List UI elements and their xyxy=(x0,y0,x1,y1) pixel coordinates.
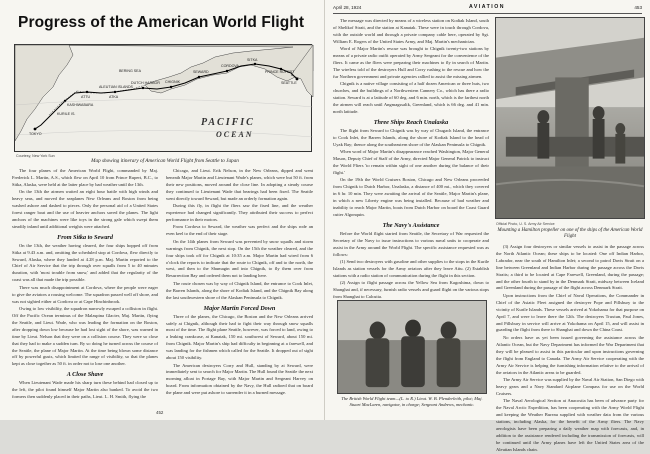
ocean-label: OCEAN xyxy=(216,130,254,139)
paragraph: Before the World flight started from Seattle, the Secretary of War requested the Secretary of the Navy to issue instructions to various naval units to cooperate and assist in the Army around the World Flight. The specific assistance requested was as follows: xyxy=(333,230,489,257)
map-graphic xyxy=(15,45,313,153)
paragraph: Owing to low visibility, the squadron narrowly escaped a collision in flight. Off the Pacific Ocean terminus of the Malaspina Glacier, Maj. Martin, flying the Seattle, and Lieut. Wade, who was leading the formation on the Boston, after dropping down low because he had lost sight of the shore, was warned in time by Lieut. Nelson that they were on a collision course. They were so close that they had to make a sudden turn. By so doing he turned across the course of the Seattle, the plane of Major Martin. At the time being blown some distance off by powerful gusts, which limited the range of visibility, so that the planes kept as close together as 50 ft. in order not to lose one another. xyxy=(12,306,158,367)
british-team-photo xyxy=(337,300,487,394)
map-place-label: KASHIWABARA xyxy=(67,103,94,107)
map-place-label: ATTU xyxy=(81,95,91,99)
left-page xyxy=(0,0,325,420)
paragraph: On the 13th, the weather having cleared, the four ships hopped off from Sitka at 9.43 a.m. and, omitting the scheduled stop at Cordova, flew directly to Seward, Alaska, where they landed at 4.28 p.m. Maj. Martin reported to the Chief of Air Service that the trip through over squalls from 5 to 40 minutes duration, with 'most trouble from snow,' and added that the regularity of the coast was all that made the trip possible. xyxy=(12,242,158,283)
map-place-label: DUTCH HARBOR xyxy=(131,81,160,85)
route-map xyxy=(14,44,312,152)
right-column-2 xyxy=(496,244,644,452)
paragraph: The flight from Seward to Chignik was by way of Chugach Island, the entrance to Cook Inlet, the Barren Islands, along the shore of Kodiak Island to the head of Uyak Bay; thence along the southeastern shore of the Alaskan Peninsula to Chignik. xyxy=(333,127,489,147)
photo-caption: The British World Flight team—(L. to R.) Lieut. W. B. Plenderleith, pilot; Maj. Stuart MacLaren, navigator, in charge; Sergeant Andrews, mechanic. xyxy=(341,396,483,407)
right-column-1 xyxy=(333,18,489,300)
paragraph: On the 13th the airmen waited an eight hour battle with high winds and heavy seas, and moved the seaplanes New Orleans and Boston from being washed ashore and dashed to pieces. Only the personal aid of a United States forest ranger boat and the use of heavier anchors saved the planes. The light anchors of the machines were like toys in the strong gale which swept them steadily inland until additional weights were attached. xyxy=(12,189,158,229)
paragraph: (2) Assign to flight passage across the Yellow Sea from Kagoshima, down to Shanghai and, if necessary, furnish radio vessels and guard flight on the various stops from Shanghai to Calcutta. xyxy=(333,280,489,300)
header-journal: AVIATION xyxy=(468,4,505,10)
map-place-label: ALEUTIAN ISLANDS xyxy=(99,85,133,89)
paragraph: Word of Major Martin's rescue was brought to Chignik twenty-two stations by means of a private radio outfit operated by Army Sergeant for the convenience of the fliers. It came as the fliers were preparing their machines to fly in search of Martin. The wireless told of the destroyers Hull and Corry rushing to the rescue and how the fur Northern government and private agencies rallied to assist the missing airmen. xyxy=(333,46,489,79)
map-place-label: BERING SEA xyxy=(119,69,141,73)
map-place-label: SITKA xyxy=(247,58,258,62)
subheading: Major Martin Forced Down xyxy=(203,304,276,312)
paragraph: During this fly, in flight the fliers saw the fixed line, and the weather experience had changed significantly. They attributed their success to perfect performance in their motors. xyxy=(166,203,313,222)
paragraph: From Cordova to Seward, the weather was perfect and the ships rode an even keel to the end of their stage. xyxy=(166,224,313,237)
right-page xyxy=(325,0,650,452)
paragraph: The Army Air Service was supplied by the Naval Air Station, San Diego with heavy gears and a Navy Standard Airplane Compass for use on the World Cruisers. xyxy=(496,377,644,396)
paragraph: (1) Send two destroyers with gasoline and other supplies to the stops in the Kurile Islands as station vessels for the Army aviators after they leave Attu. (2) Establish stations with a radio station of communication during the flight in this section. xyxy=(333,259,490,278)
map-credit: Courtesy, New York Sun xyxy=(16,154,55,158)
article-title: Progress of the American World Flight xyxy=(18,14,305,31)
paragraph: The message was directed by means of a wireless station on Kodiak Island, south of Shelikof Strait, and the station at Kanatak. These were in touch through Cordova, with the outside world and through a private company cable here, operated by Sgt. William E. Rogers of the United States Army, and Maj. Martin's mechanician. xyxy=(333,18,489,44)
subheading: From Sitka to Seward xyxy=(57,233,113,241)
paragraph: No orders have as yet been issued governing the assistance across the Atlantic Ocean, but the Navy Department has informed the War Department that they will be pleased to assist in this particular and upon instructions governing the flight from England to Canada. The Army Air Service cooperating with the Army Air Service is helping the furnishing information relative to the arrival of the aviators in the Atlantic areas to be guarded. xyxy=(496,334,644,375)
photo-caption: Mounting a Hamilton propeller on one of the ships of the American World Flight xyxy=(497,228,643,240)
map-place-label: ATKA xyxy=(109,95,119,99)
paragraph: Chignik is a native village consisting of a half dozen American or three huts, two churches, and the buildings of a Northwestern Cannery Co., which has there a radio station. Seward is at a latitude of 60 deg. and 6 min. north, which is the farthest north the airmen will reach until Angmagssalik, Greenland, which is 66 deg. and 41 min. north latitude. xyxy=(333,81,489,114)
subheading: The Navy's Assistance xyxy=(382,221,440,229)
paragraph: The American destroyers Corry and Hull, standing by at Seward, were immediately sent to search for Major Martin. The Hull found the Seattle the next morning afloat in Portage Bay, with Major Martin and Sergeant Harvey on board. From information obtained by the Navy, the Hull radioed that on board the plane and were put ashore to surrender it in a burned message. xyxy=(166,362,313,396)
map-place-label: CORDOVA xyxy=(221,64,239,68)
paragraph: When word of Major Martin's disappearance reached Washington, Major General Mason, Deputy Chief of Staff of the Army, directed Major General Patrick to instruct the World Fliers 'to remain within sight of one another during the balance of their flight.' xyxy=(333,149,489,175)
paragraph: The four planes of the American World Flight, commanded by Maj. Frederick L. Martin, A.S., which flew on April 10 from Prince Rupert, B.C., to Sitka, Alaska, were held at the latter place by bad weather until the 13th. xyxy=(12,168,158,187)
page-number: 452 xyxy=(156,410,164,415)
header-date: April 28, 1924 xyxy=(333,5,362,10)
british-team-photo-graphic xyxy=(338,301,486,393)
paragraph: When Lieutenant Wade made his sharp turn these behind had closed up to the left, the pilot found himself Major Martin also banked. To avoid the two formers then suddenly placed in their paths, Lieut. L. H. Smith, flying the xyxy=(12,380,158,400)
paragraph: The route chosen was by way of Chignik Island, the entrance to Cook Inlet, the Barren Islands, along the shore of Kodiak Island, and the Chignik Bay along the last southwestern shore of the Alaskan Peninsula to Chignik. xyxy=(166,280,313,300)
subheading: A Close Shave xyxy=(66,371,104,379)
running-header xyxy=(325,2,650,12)
ocean-label: PACIFIC xyxy=(201,117,255,128)
paragraph: The Naval Aerological Section at Anacostia has been of advance party for the Naval Arctic Expedition, has been cooperating with the Army World Flight and keeping the Weather Bureau supplied with weather data from the various stations, including Alaska, for the benefit of the Army fliers. The Navy aerologists have been preparing a daily weather map with forecasts, and, in addition to the assistance rendered including the transmission of forecasts, will be continued until the Army planes have left the United States area of the Aleutian Islands chain. xyxy=(496,398,644,452)
left-column-1 xyxy=(12,168,158,410)
map-caption: Map showing itinerary of American World Flight from Seattle to Japan xyxy=(91,158,239,164)
paragraph: On the 19th the World Cruisers Boston, Chicago and New Orleans proceeded from Chignik to Dutch Harbor, Unalaska, a distance of 400 mi., which they covered in 6 hr. 10 min. They were awaiting the arrival of the Seattle, Major Martin's plane, in which a new Liberty engine was being installed. Because of bad weather and inability to reach Major Martin, boats from Dutch Harbor on board the Coast Guard cutter Algonquin. xyxy=(333,177,489,217)
subheading: Three Ships Reach Unalaska xyxy=(373,118,449,126)
propeller-photo xyxy=(495,17,645,219)
paragraph: There was much disappointment at Cordova, where the people were eager to give the aviators a rousing welcome. The squadron passed well off shore, and was not sighted either at Cordova or at Cape Hinchinbrook. xyxy=(12,284,158,304)
paragraph: (3) Assign four destroyers or similar vessels to assist in the passage across the North Atlantic Ocean; these ships to be located: One off Indian Harbor, Labrador, near the south of Hamilton Inlet; a second to patrol Davis Strait on a line between Greenland and Indian Harbor during the passage across the Davis Straits; a third to be located at Cape Farewell, Greenland, during the passage; and the other fourth to stand by in the Denmark Strait, midway between Iceland and Greenland during the passage of the flight across Denmark Strait. xyxy=(496,244,644,291)
map-place-label: PRINCE RUPERT xyxy=(265,70,295,74)
header-page-number: 453 xyxy=(634,5,642,10)
paragraph: Chicago, and Lieut. Erik Nelson, in the New Orleans, dipped and went beneath Major Martin and Lieutenant Wade's planes, which were but 50 ft. from their new positions, moved around the close line. In adopting a steady course they continued to Lieutenant Wade that bearings had been fixed. The Seattle went directly toward Seward, but made an orderly formation again. xyxy=(166,168,313,201)
map-place-label: CHIGNIK xyxy=(165,80,180,84)
left-column-2 xyxy=(166,168,313,410)
map-place-label: TOKYO xyxy=(29,132,42,136)
map-place-label: SEATTLE xyxy=(281,81,297,85)
map-place-label: KURILE IS. xyxy=(57,112,76,116)
header-rule xyxy=(333,13,642,14)
paragraph: Three of the planes, the Chicago, the Boston and the New Orleans arrived safely at Chignik, although their had to fight their way through snow squalls most of the time. The flight plane Seattle, however, was forced to land, owing to a leaking crankcase, at Kanatak, 150 mi. southwest of Seward, about 150 mi. from Chignik. Major Martin's ship had difficulty in beginning at a farewell, and was landing for the fishmen which called for the Seattle. It dropped out of sight about 150 visibility. xyxy=(166,313,313,361)
map-place-label: SEWARD xyxy=(193,70,209,74)
propeller-photo-graphic xyxy=(496,18,644,218)
photo-credit: Official Photo, U. S. Army Air Service xyxy=(496,222,555,226)
paragraph: On the 14th planes from Seward was prevented by snow squalls and storm warnings from Chignik, the next stop. On the 15th the weather cleared, and the four ships took off for Chignik at 10:35 a.m. Major Martin had wired from 6 o'clock the reports to indicate that the route to Chignik, off and to the north, the west, and then to the Shumagin and into Chignik, to fly them over from Resurrection Bay and ordered them not to landing here. xyxy=(166,238,313,279)
paragraph: Upon instructions from the Chief of Naval Operations, the Commander in Chief of the Asiatic Fleet assigned the destroyer Pope and Pillsbury to the vicinity of Kurile Islands. These vessels arrived at Yokohama for that purpose on April 7, and were to leave there the 12th. The destroyers Truxtun, Paul Jones, and Pillsbury in service will arrive at Yokohama on April 15, and will assist in guarding the flight from there to Shanghai and down the China Coast. xyxy=(496,292,644,333)
